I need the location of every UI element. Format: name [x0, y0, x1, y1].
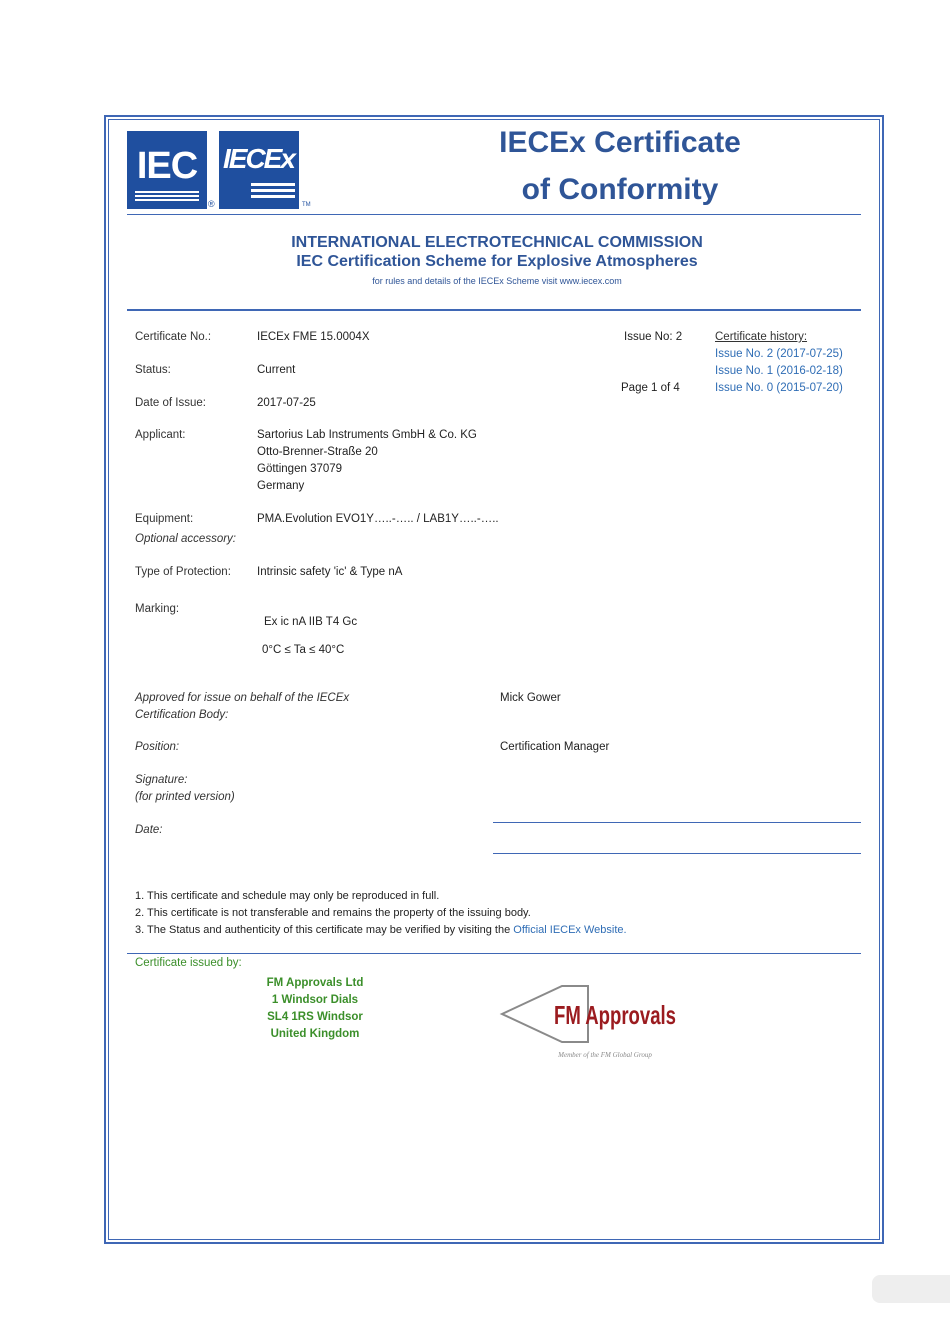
- history-item[interactable]: Issue No. 0 (2015-07-20): [715, 382, 843, 394]
- note-1: 1. This certificate and schedule may only be reproduced in full.: [135, 890, 440, 902]
- equipment-label: Equipment:: [135, 513, 194, 525]
- issuer-line: SL4 1RS Windsor: [267, 1011, 363, 1023]
- iec-logo-text: IEC: [136, 145, 198, 187]
- equipment-value: PMA.Evolution EVO1Y…..-….. / LAB1Y…..-…..: [257, 513, 499, 525]
- history-item[interactable]: Issue No. 1 (2016-02-18): [715, 365, 843, 377]
- marking-line1: Ex ic nA IIB T4 Gc: [264, 616, 358, 628]
- issuer-line: United Kingdom: [270, 1028, 360, 1040]
- issuer-line: FM Approvals Ltd: [266, 977, 364, 989]
- date-line: [493, 853, 861, 854]
- header-divider: [127, 214, 861, 215]
- scheme-name: IEC Certification Scheme for Explosive Atmospheres: [296, 253, 698, 270]
- iecex-logo: [219, 131, 299, 209]
- trademark-mark: TM: [302, 202, 311, 208]
- certificate-number: IECEx FME 15.0004X: [257, 331, 370, 343]
- optional-accessory-label: Optional accessory:: [135, 533, 236, 545]
- notes-divider: [127, 953, 861, 954]
- approval-label-line1: Approved for issue on behalf of the IECEx: [135, 692, 350, 704]
- note-2: 2. This certificate is not transferable and remains the property of the issuing body.: [135, 907, 531, 919]
- organisation-name: INTERNATIONAL ELECTROTECHNICAL COMMISSION: [291, 234, 703, 251]
- organisation-divider: [127, 309, 861, 311]
- date-of-issue-label: Date of Issue:: [135, 397, 206, 409]
- date-of-issue: 2017-07-25: [257, 397, 316, 409]
- position-value: Certification Manager: [500, 741, 610, 753]
- applicant-line: Otto-Brenner-Straße 20: [257, 446, 378, 458]
- marking-line2: 0°C ≤ Ta ≤ 40°C: [262, 644, 345, 656]
- issue-number: Issue No: 2: [624, 331, 683, 343]
- issuer-label: Certificate issued by:: [135, 957, 242, 969]
- applicant-line: Germany: [257, 480, 305, 492]
- history-title: Certificate history:: [715, 331, 808, 343]
- iecex-logo-text: IECEx: [223, 143, 294, 174]
- certificate-inner-frame: [108, 119, 880, 1240]
- approval-label-line2: Certification Body:: [135, 709, 229, 721]
- fm-approvals-logo-text: FM Approvals: [554, 1000, 676, 1030]
- applicant-line: Sartorius Lab Instruments GmbH & Co. KG: [257, 429, 477, 441]
- certificate-number-label: Certificate No.:: [135, 331, 212, 343]
- fm-approvals-logo: [500, 980, 680, 1060]
- note-3: 3. The Status and authenticity of this certificate may be verified by visiting the Official IECEx Website.: [135, 924, 627, 936]
- protection-type-value: Intrinsic safety 'ic' & Type nA: [257, 566, 403, 578]
- page-indicator: Page 1 of 4: [621, 382, 680, 394]
- position-label: Position:: [135, 741, 180, 753]
- signature-label: Signature:: [135, 774, 188, 786]
- fm-logo-subtitle: Member of the FM Global Group: [558, 1051, 652, 1059]
- rules-note: for rules and details of the IECEx Scheme visit www.iecex.com: [372, 276, 622, 286]
- page-scroll-tab[interactable]: [872, 1275, 950, 1303]
- applicant-line: Göttingen 37079: [257, 463, 343, 475]
- signature-note: (for printed version): [135, 791, 235, 803]
- certificate-title-line1: IECEx Certificate: [499, 126, 741, 159]
- signature-line: [493, 822, 861, 823]
- status-value: Current: [257, 364, 296, 376]
- official-iecex-website-link[interactable]: Official IECEx Website.: [513, 924, 627, 936]
- registered-mark: ®: [208, 199, 215, 209]
- date-label: Date:: [135, 824, 163, 836]
- protection-type-label: Type of Protection:: [135, 566, 231, 578]
- applicant-label: Applicant:: [135, 429, 186, 441]
- status-label: Status:: [135, 364, 171, 376]
- iec-logo: [127, 131, 207, 209]
- certificate-title-line2: of Conformity: [521, 173, 719, 206]
- marking-label: Marking:: [135, 603, 180, 615]
- issuer-line: 1 Windsor Dials: [271, 994, 359, 1006]
- approver-name: Mick Gower: [500, 692, 561, 704]
- history-item[interactable]: Issue No. 2 (2017-07-25): [715, 348, 843, 360]
